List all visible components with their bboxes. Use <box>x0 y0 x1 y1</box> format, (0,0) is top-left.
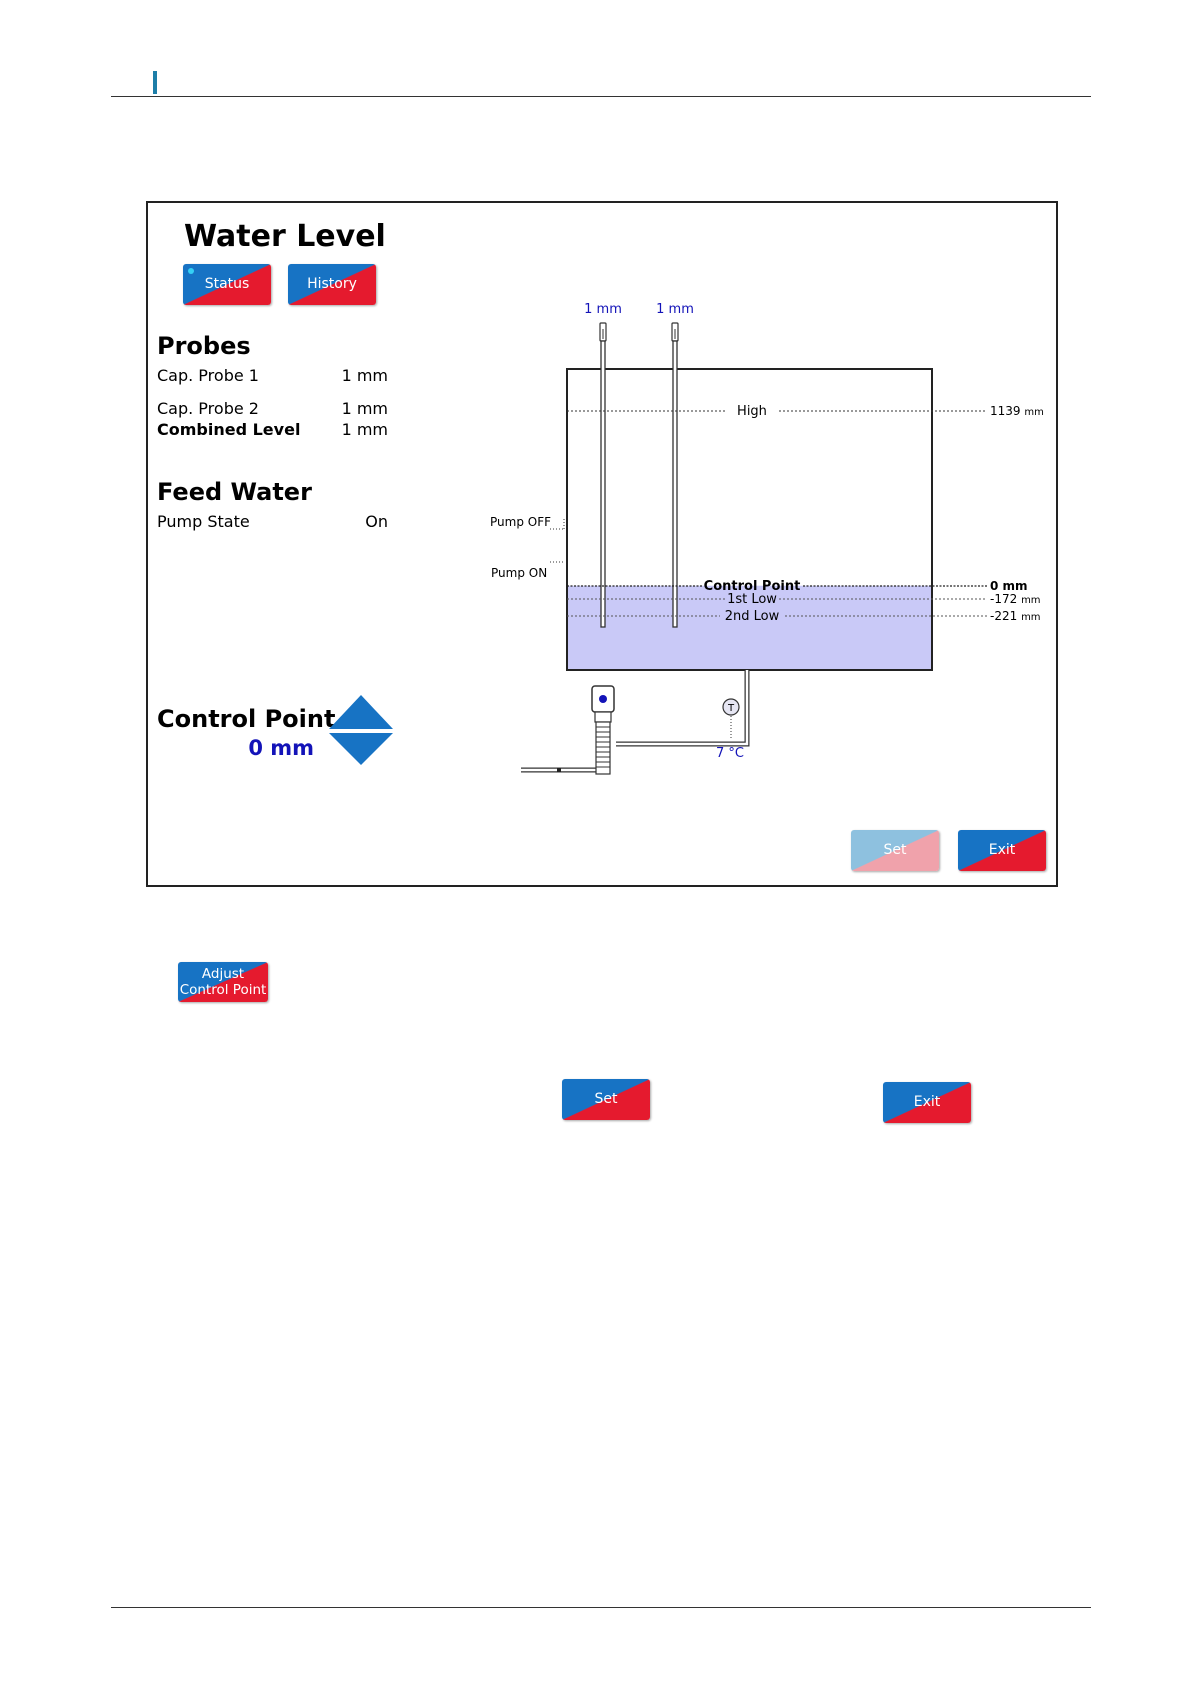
pump-icon <box>592 686 614 774</box>
probe1-value: 1 mm <box>341 366 388 385</box>
probe2-value: 1 mm <box>341 399 388 418</box>
pump-state-value: On <box>365 512 388 531</box>
feed-water-heading: Feed Water <box>157 478 312 506</box>
control-point-value: 0 mm <box>248 736 314 760</box>
footer-rule <box>111 1607 1091 1608</box>
pump-state-label: Pump State <box>157 512 250 531</box>
low2-value: -221 mm <box>990 609 1041 623</box>
control-point-line-value: 0 mm <box>990 579 1028 593</box>
high-label: High <box>737 404 767 419</box>
header-accent-mark <box>153 71 157 94</box>
doc-set-button-label: Set <box>594 1090 618 1107</box>
svg-text:T: T <box>727 703 735 714</box>
set-button-label: Set <box>883 841 907 858</box>
combined-level-value: 1 mm <box>341 420 388 439</box>
probes-heading: Probes <box>157 332 251 360</box>
adjust-control-point-label: Adjust Control Point <box>179 965 267 998</box>
probe-1 <box>600 323 606 627</box>
water-level-screen <box>146 201 1058 887</box>
feed-pipe <box>521 670 747 772</box>
tab-status-label: Status <box>204 275 250 292</box>
probe2-reading: 1 mm <box>656 302 694 317</box>
control-point-line-label: Control Point <box>703 579 801 594</box>
screen-title: Water Level <box>184 219 386 254</box>
header-rule <box>111 96 1091 97</box>
probe-2 <box>672 323 678 627</box>
probe1-reading: 1 mm <box>584 302 622 317</box>
pump-off-label: Pump OFF <box>490 515 552 529</box>
temperature-sensor-icon <box>723 699 739 738</box>
tab-history-label: History <box>307 275 357 292</box>
doc-exit-button[interactable] <box>883 1082 971 1123</box>
low1-value: -172 mm <box>990 592 1041 606</box>
temperature-reading: 7 °C <box>716 746 744 761</box>
high-value: 1139 mm <box>990 404 1044 418</box>
doc-exit-button-label: Exit <box>913 1093 941 1110</box>
combined-level-label: Combined Level <box>157 420 301 439</box>
low2-label: 2nd Low <box>724 609 780 624</box>
adjust-control-point-button[interactable] <box>178 962 268 1002</box>
set-button[interactable] <box>851 830 939 871</box>
probe1-label: Cap. Probe 1 <box>157 366 259 385</box>
control-point-label: Control Point <box>157 705 336 733</box>
exit-button[interactable] <box>958 830 1046 871</box>
doc-set-button[interactable] <box>562 1079 650 1120</box>
exit-button-label: Exit <box>988 841 1016 858</box>
low1-label: 1st Low <box>727 592 777 607</box>
probe2-label: Cap. Probe 2 <box>157 399 259 418</box>
pump-on-label: Pump ON <box>491 566 548 580</box>
tank-diagram <box>148 203 1056 885</box>
